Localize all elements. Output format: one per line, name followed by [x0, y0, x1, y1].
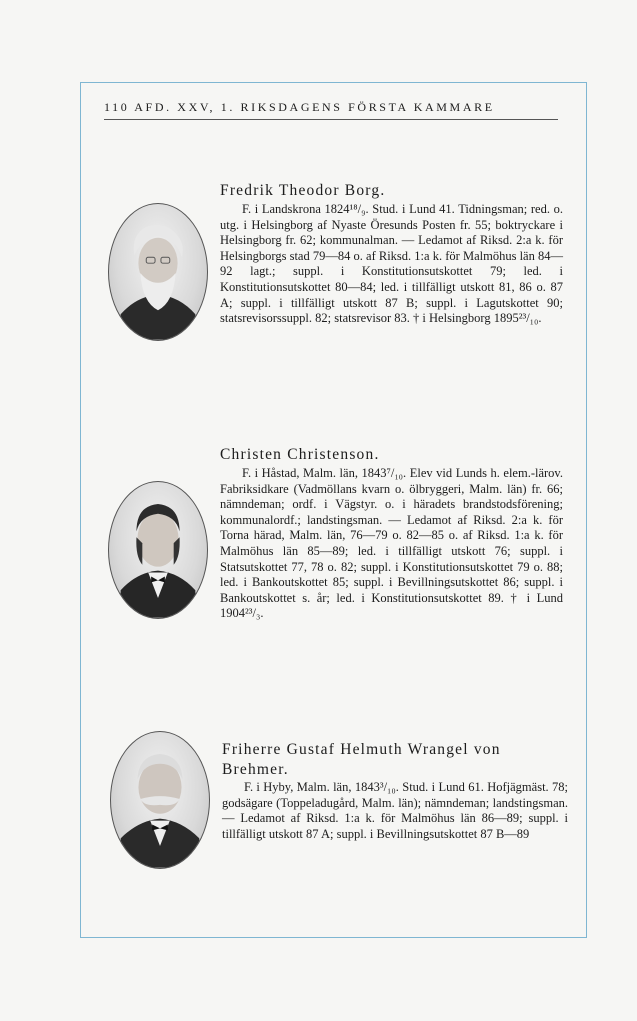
entry-name: Friherre Gustaf Helmuth Wrangel von Brehmer. — [222, 741, 501, 778]
entry-bio: F. i Håstad, Malm. län, 1843⁷/₁₀. Elev vid Lunds h. elem.-lärov. Fabriksidkare (Vadmöllans kvarn o. ölbryggeri, Malm. län) fr. 66; nämndeman; ordf. i Vägstyr. o. i häradets brandstodsförening; kommunalordf.; landstingsman. — Ledamot af Riksd. 2:a k. för Torna härad, Malm. län, 76—79 o. 82—85 o. af Riksd. 1:a k. för Malmöhus län 85—89; led. i tillfälligt utskott 76; suppl. i Statsutskottet 77, 78 o. 82; suppl. i Konstitutionsutskottet 79 o. 88; led. i Bankoutskottet 85; suppl. i Bevillningsutskottet 86; suppl. i Bankoutskottet s. år; led. i Konstitutionsutskottet 89. † i Lund 1904²³/₃. — [220, 466, 563, 621]
entry-name: Christen Christenson. — [220, 446, 380, 463]
portrait-christenson — [108, 481, 208, 619]
portrait-borg — [108, 203, 208, 341]
entry-bio: F. i Landskrona 1824¹⁸/₉. Stud. i Lund 41. Tidningsman; red. o. utg. i Helsingborg af Nyaste Öresunds Posten fr. 55; boktryckare i Helsingborg fr. 62; kommunalman. — Ledamot af Riksd. 2:a k. för Helsingborgs stad 79—84 o. af Riksd. 1:a k. för Malmöhus län 84—92 lagt.; suppl. i Konstitutionsutskottet 79; led. i Konstitutionsutskottet 80—84; led. i tillfälligt utskott 81, 86 o. 87 A; suppl. i tillfälligt utskott 87 B; suppl. i Lagutskottet 90; statsrevisorssuppl. 82; statsrevisor 83. † i Helsingborg 1895²³/₁₀. — [220, 202, 563, 326]
entry-name: Fredrik Theodor Borg. — [220, 182, 386, 199]
header-rule — [104, 119, 558, 120]
entry-bio: F. i Hyby, Malm. län, 1843³/₁₀. Stud. i Lund 61. Hofjägmäst. 78; godsägare (Toppeladugård, Malm. län); nämndeman; landstingsman. — Ledamot af Riksd. 1:a k. för Malmöhus län 86—89; suppl. i tillfälligt utskott 87 A; suppl. i Bevillningsutskottet 87 B—89 — [222, 780, 568, 841]
portrait-brehmer — [110, 731, 210, 869]
running-header: 110 AFD. XXV, 1. RIKSDAGENS FÖRSTA KAMMARE — [104, 100, 495, 114]
